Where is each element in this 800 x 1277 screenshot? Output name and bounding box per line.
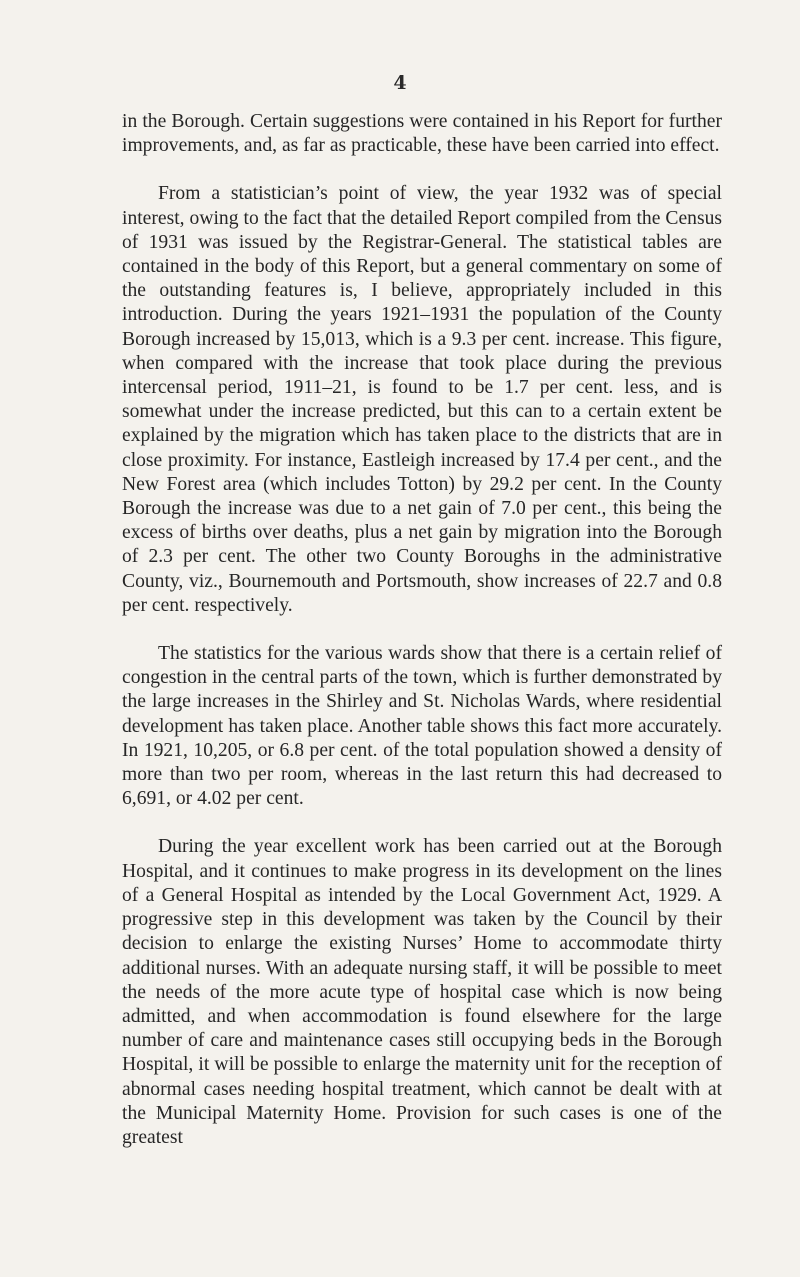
page-number: 4 xyxy=(393,72,407,94)
paragraph-continuation: in the Borough. Certain suggestions were contained in his Report for further improvements, and, as far as practicable, these have been carried into effect. xyxy=(122,111,722,157)
paragraph-ward-statistics: The statistics for the various wards show that there is a certain relief of congestion in the central parts of the town, which is further demonstrated by the large increases in the Shirley and St. Nicholas Wards, where residential development has taken place. Another table shows this fact more accurately. In 1921, 10,205, or 6.8 per cent. of the total population showed a density of more than two per room, whereas in the last return this had decreased to 6,691, or 4.02 per cent. xyxy=(122,643,722,810)
body-text xyxy=(122,110,722,1150)
paragraph-borough-hospital: During the year excellent work has been carried out at the Borough Hospital, and it continues to make progress in its development on the lines of a General Hospital as intended by the Local Government Act, 1929. A progressive step in this development was taken by the Council by their decision to enlarge the existing Nurses’ Home to accommodate thirty additional nurses. With an adequate nursing staff, it will be possible to meet the needs of the more acute type of hospital case which is now being admitted, and when accommodation is found elsewhere for the large number of care and maintenance cases still occupying beds in the Borough Hospital, it will be possible to enlarge the maternity unit for the reception of abnormal cases needing hospital treatment, which cannot be dealt with at the Municipal Maternity Home. Provision for such cases is one of the greatest xyxy=(122,836,722,1148)
paragraph-census-statistics: From a statistician’s point of view, the year 1932 was of special interest, owing to the fact that the detailed Report compiled from the Census of 1931 was issued by the Registrar-General. The statistical tables are contained in the body of this Report, but a general commentary on some of the outstanding features is, I believe, appropriately included in this introduction. During the years 1921–1931 the population of the County Borough increased by 15,013, which is a 9.3 per cent. increase. This figure, when compared with the increase that took place during the previous intercensal period, 1911–21, is found to be 1.7 per cent. less, and is somewhat under the increase predicted, but this can to a certain extent be explained by the migration which has taken place to the districts that are in close proximity. For instance, Eastleigh increased by 17.4 per cent., and the New Forest area (which includes Totton) by 29.2 per cent. In the County Borough the increase was due to a net gain of 7.0 per cent., this being the excess of births over deaths, plus a net gain by migration into the Borough of 2.3 per cent. The other two County Boroughs in the administrative County, viz., Bournemouth and Portsmouth, show increases of 22.7 and 0.8 per cent. respectively. xyxy=(122,183,722,616)
